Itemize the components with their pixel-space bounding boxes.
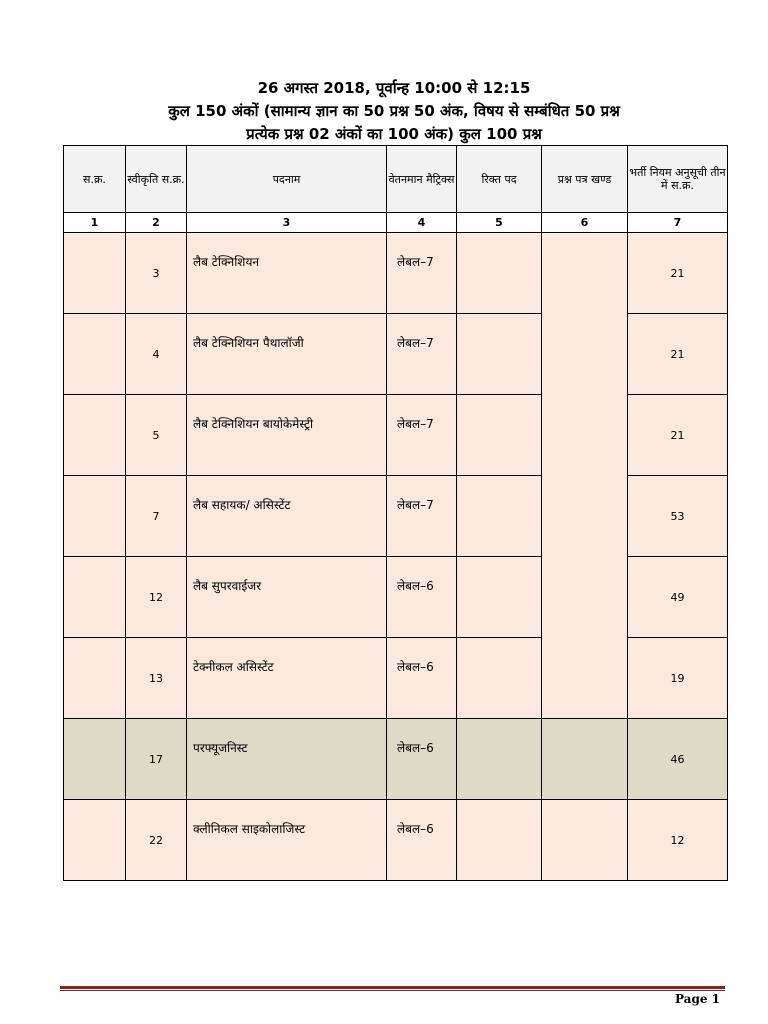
table-row-highlighted	[64, 719, 728, 800]
header-pay-matrix: वेतनमान मैट्रिक्स	[387, 146, 457, 213]
table-row	[64, 638, 728, 719]
post-name-cell: क्लीनिकल साइकोलाजिस्ट	[187, 800, 387, 881]
serial-cell	[64, 233, 126, 314]
approval-serial-cell: 22	[126, 800, 187, 881]
column-number: 2	[126, 213, 187, 233]
column-number: 4	[387, 213, 457, 233]
post-name-cell: लैब सहायक/ असिस्टेंट	[187, 476, 387, 557]
rule-serial-cell: 49	[628, 557, 728, 638]
column-number: 6	[542, 213, 628, 233]
header-question-paper-section: प्रश्न पत्र खण्ड	[542, 146, 628, 213]
approval-serial-cell: 7	[126, 476, 187, 557]
vacancy-cell	[457, 314, 542, 395]
column-number: 5	[457, 213, 542, 233]
serial-cell	[64, 314, 126, 395]
post-name-cell: टेक्नीकल असिस्टेंट	[187, 638, 387, 719]
serial-cell	[64, 476, 126, 557]
column-number: 3	[187, 213, 387, 233]
vacancy-cell	[457, 800, 542, 881]
rule-serial-cell: 19	[628, 638, 728, 719]
header-approval-serial: स्वीकृति स.क्र.	[126, 146, 187, 213]
header-recruitment-rule-serial: भर्ती नियम अनुसूची तीन में स.क्र.	[628, 146, 728, 213]
rule-serial-cell: 46	[628, 719, 728, 800]
vacancy-cell	[457, 638, 542, 719]
approval-serial-cell: 17	[126, 719, 187, 800]
rule-serial-cell: 21	[628, 314, 728, 395]
serial-cell	[64, 557, 126, 638]
exam-date-heading: 26 अगस्त 2018, पूर्वान्ह 10:00 से 12:15	[257, 79, 531, 97]
footer-rule-thin	[60, 990, 725, 991]
pay-matrix-cell: लेबल–7	[387, 314, 457, 395]
question-paper-section-cell	[542, 800, 628, 881]
column-number: 1	[64, 213, 126, 233]
serial-cell	[64, 638, 126, 719]
header-serial: स.क्र.	[64, 146, 126, 213]
serial-cell	[64, 800, 126, 881]
approval-serial-cell: 4	[126, 314, 187, 395]
post-name-cell: लैब टेक्निशियन	[187, 233, 387, 314]
vacancy-cell	[457, 476, 542, 557]
table-row	[64, 395, 728, 476]
post-name-cell: लैब टेक्निशियन बायोकेमेस्ट्री	[187, 395, 387, 476]
marks-description-line: कुल 150 अंकों (सामान्य ज्ञान का 50 प्रश्न 50 अंक, विषय से सम्बंधित 50 प्रश्न	[168, 102, 620, 120]
approval-serial-cell: 5	[126, 395, 187, 476]
table-header-row	[64, 146, 728, 213]
question-paper-section-cell	[542, 233, 628, 719]
posts-table	[63, 145, 728, 881]
rule-serial-cell: 12	[628, 800, 728, 881]
pay-matrix-cell: लेबल–6	[387, 638, 457, 719]
table-row	[64, 476, 728, 557]
vacancy-cell	[457, 557, 542, 638]
pay-matrix-cell: लेबल–6	[387, 557, 457, 638]
serial-cell	[64, 395, 126, 476]
pay-matrix-cell: लेबल–7	[387, 476, 457, 557]
pay-matrix-cell: लेबल–7	[387, 395, 457, 476]
vacancy-cell	[457, 395, 542, 476]
approval-serial-cell: 12	[126, 557, 187, 638]
pay-matrix-cell: लेबल–6	[387, 800, 457, 881]
column-number: 7	[628, 213, 728, 233]
table-row	[64, 557, 728, 638]
pay-matrix-cell: लेबल–6	[387, 719, 457, 800]
rule-serial-cell: 21	[628, 395, 728, 476]
column-number-row	[64, 213, 728, 233]
question-paper-section-cell	[542, 719, 628, 800]
approval-serial-cell: 13	[126, 638, 187, 719]
footer-rule-thick	[60, 986, 725, 989]
vacancy-cell	[457, 719, 542, 800]
table-row	[64, 233, 728, 314]
pay-matrix-cell: लेबल–7	[387, 233, 457, 314]
rule-serial-cell: 21	[628, 233, 728, 314]
table-row	[64, 314, 728, 395]
vacancy-cell	[457, 233, 542, 314]
post-name-cell: लैब टेक्निशियन पैथालॉजी	[187, 314, 387, 395]
serial-cell	[64, 719, 126, 800]
post-name-cell: परफ्यूजनिस्ट	[187, 719, 387, 800]
table-row	[64, 800, 728, 881]
marks-total-line: प्रत्येक प्रश्न 02 अंकों का 100 अंक) कुल 100 प्रश्न	[246, 125, 542, 143]
rule-serial-cell: 53	[628, 476, 728, 557]
header-post-name: पदनाम	[187, 146, 387, 213]
page-number: Page 1	[674, 992, 720, 1006]
post-name-cell: लैब सुपरवाईजर	[187, 557, 387, 638]
header-vacancy: रिक्त पद	[457, 146, 542, 213]
approval-serial-cell: 3	[126, 233, 187, 314]
